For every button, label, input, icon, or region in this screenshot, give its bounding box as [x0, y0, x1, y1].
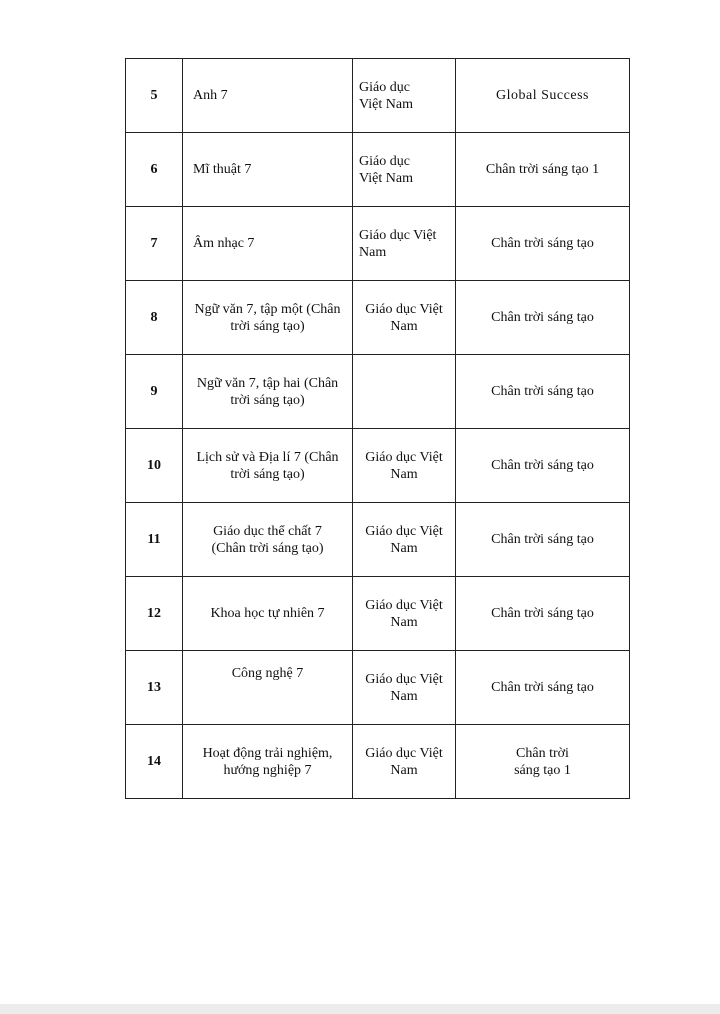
book-series: Chân trời sáng tạo	[456, 355, 630, 429]
row-number: 10	[126, 429, 183, 503]
publisher: Giáo dục Việt Nam	[353, 133, 456, 207]
publisher: Giáo dục Việt Nam	[353, 651, 456, 725]
publisher: Giáo dục Việt Nam	[353, 429, 456, 503]
book-series: Chân trời sáng tạo	[456, 429, 630, 503]
table-row	[126, 133, 630, 207]
book-name: Anh 7	[183, 59, 353, 133]
table-row	[126, 577, 630, 651]
table-row	[126, 207, 630, 281]
row-number: 7	[126, 207, 183, 281]
book-name: Mĩ thuật 7	[183, 133, 353, 207]
row-number: 13	[126, 651, 183, 725]
book-name: Giáo dục thể chất 7 (Chân trời sáng tạo)	[183, 503, 353, 577]
row-number: 14	[126, 725, 183, 799]
publisher: Giáo dục Việt Nam	[353, 577, 456, 651]
publisher: Giáo dục Việt Nam	[353, 725, 456, 799]
publisher: Giáo dục Việt Nam	[353, 281, 456, 355]
row-number: 11	[126, 503, 183, 577]
book-series: Chân trời sáng tạo 1	[456, 133, 630, 207]
book-series: Chân trời sáng tạo	[456, 207, 630, 281]
book-name: Ngữ văn 7, tập hai (Chân trời sáng tạo)	[183, 355, 353, 429]
textbook-table	[125, 58, 630, 799]
table-row	[126, 651, 630, 725]
row-number: 9	[126, 355, 183, 429]
book-name: Khoa học tự nhiên 7	[183, 577, 353, 651]
publisher	[353, 355, 456, 429]
book-series: Chân trời sáng tạo	[456, 281, 630, 355]
table-row	[126, 503, 630, 577]
book-series: Global Success	[456, 59, 630, 133]
book-series: Chân trời sáng tạo	[456, 503, 630, 577]
table-row	[126, 281, 630, 355]
book-name: Ngữ văn 7, tập một (Chân trời sáng tạo)	[183, 281, 353, 355]
publisher: Giáo dục Việt Nam	[353, 59, 456, 133]
row-number: 5	[126, 59, 183, 133]
book-name: Lịch sử và Địa lí 7 (Chân trời sáng tạo)	[183, 429, 353, 503]
table-row	[126, 429, 630, 503]
book-name: Công nghệ 7	[183, 651, 353, 725]
book-name: Hoạt động trải nghiệm, hướng nghiệp 7	[183, 725, 353, 799]
table-row	[126, 59, 630, 133]
publisher: Giáo dục Việt Nam	[353, 207, 456, 281]
row-number: 8	[126, 281, 183, 355]
book-series: Chân trời sáng tạo	[456, 651, 630, 725]
page-bottom-edge	[0, 1004, 720, 1014]
table-row	[126, 725, 630, 799]
row-number: 12	[126, 577, 183, 651]
book-series: Chân trời sáng tạo	[456, 577, 630, 651]
book-name: Âm nhạc 7	[183, 207, 353, 281]
row-number: 6	[126, 133, 183, 207]
table-row	[126, 355, 630, 429]
publisher: Giáo dục Việt Nam	[353, 503, 456, 577]
book-series: Chân trời sáng tạo 1	[456, 725, 630, 799]
